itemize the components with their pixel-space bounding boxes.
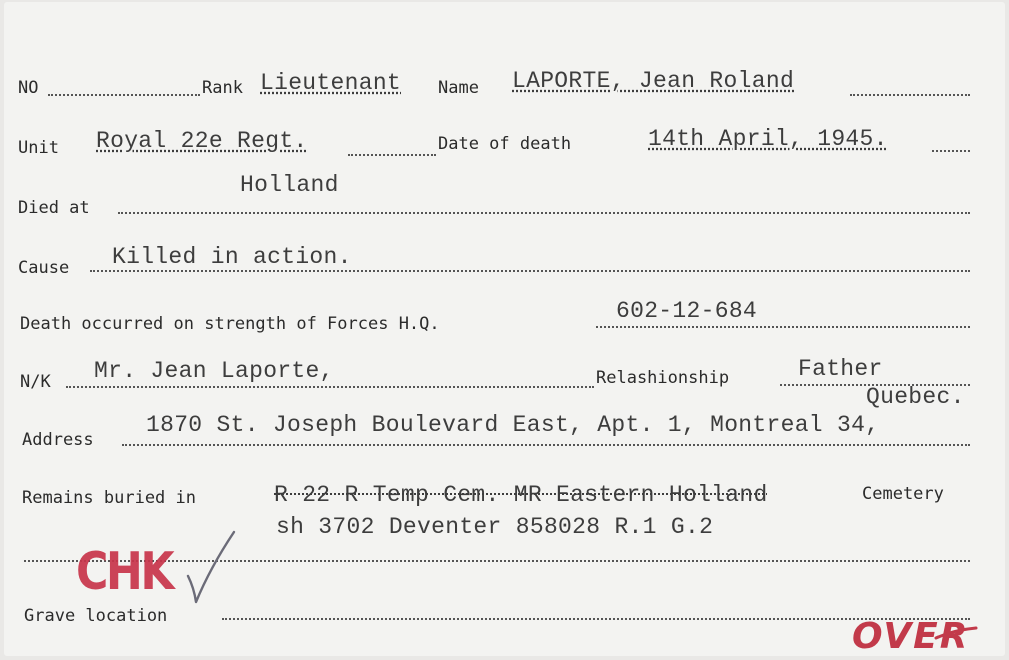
- unit-label: Unit: [18, 138, 59, 158]
- strength-label: Death occurred on strength of Forces H.Q.: [20, 314, 440, 334]
- remains-value-line2: sh 3702 Deventer 858028 R.1 G.2: [276, 514, 714, 540]
- died-at-label: Died at: [18, 198, 90, 218]
- record-card: [4, 2, 1005, 656]
- relationship-value: Father: [798, 356, 883, 382]
- handwritten-dash-icon: [934, 626, 978, 642]
- remains-value-line1: R 22 R Temp Cem. MR Eastern Holland: [274, 482, 768, 508]
- unit-field-line: [348, 154, 436, 156]
- chk-stamp: CHK: [76, 542, 173, 602]
- date-field-line: [932, 150, 970, 152]
- address-province-value: Quebec.: [866, 384, 965, 410]
- nk-label: N/K: [20, 372, 51, 392]
- nk-field-line: [66, 386, 594, 388]
- relationship-label: Relashionship: [596, 368, 730, 388]
- name-label: Name: [438, 78, 479, 98]
- cause-label: Cause: [18, 258, 70, 278]
- address-label: Address: [22, 430, 94, 450]
- strength-field-line: [596, 326, 970, 328]
- cause-field-line: [90, 270, 970, 272]
- died-at-value: Holland: [240, 172, 339, 198]
- remains-label: Remains buried in: [22, 488, 196, 508]
- nk-value: Mr. Jean Laporte,: [94, 358, 334, 384]
- name-field-line: [850, 94, 970, 96]
- died-at-field-line: [118, 212, 970, 214]
- rank-value: Lieutenant: [260, 70, 402, 96]
- check-mark-icon: [182, 528, 238, 608]
- strength-value: 602-12-684: [616, 298, 758, 324]
- cemetery-label: Cemetery: [862, 484, 944, 504]
- no-field-line: [48, 94, 200, 96]
- no-label: NO: [18, 78, 39, 98]
- grave-location-label: Grave location: [24, 606, 168, 626]
- unit-value: Royal 22e Regt.: [96, 128, 308, 154]
- date-of-death-value: 14th April, 1945.: [648, 126, 888, 152]
- name-value: LAPORTE, Jean Roland: [512, 68, 795, 94]
- handwritten-over: OVER: [852, 616, 970, 657]
- rank-label: Rank: [202, 78, 243, 98]
- date-of-death-label: Date of death: [438, 134, 572, 154]
- address-value: 1870 St. Joseph Boulevard East, Apt. 1, Montreal 34,: [146, 412, 880, 438]
- cause-value: Killed in action.: [112, 244, 352, 270]
- address-field-line: [122, 444, 970, 446]
